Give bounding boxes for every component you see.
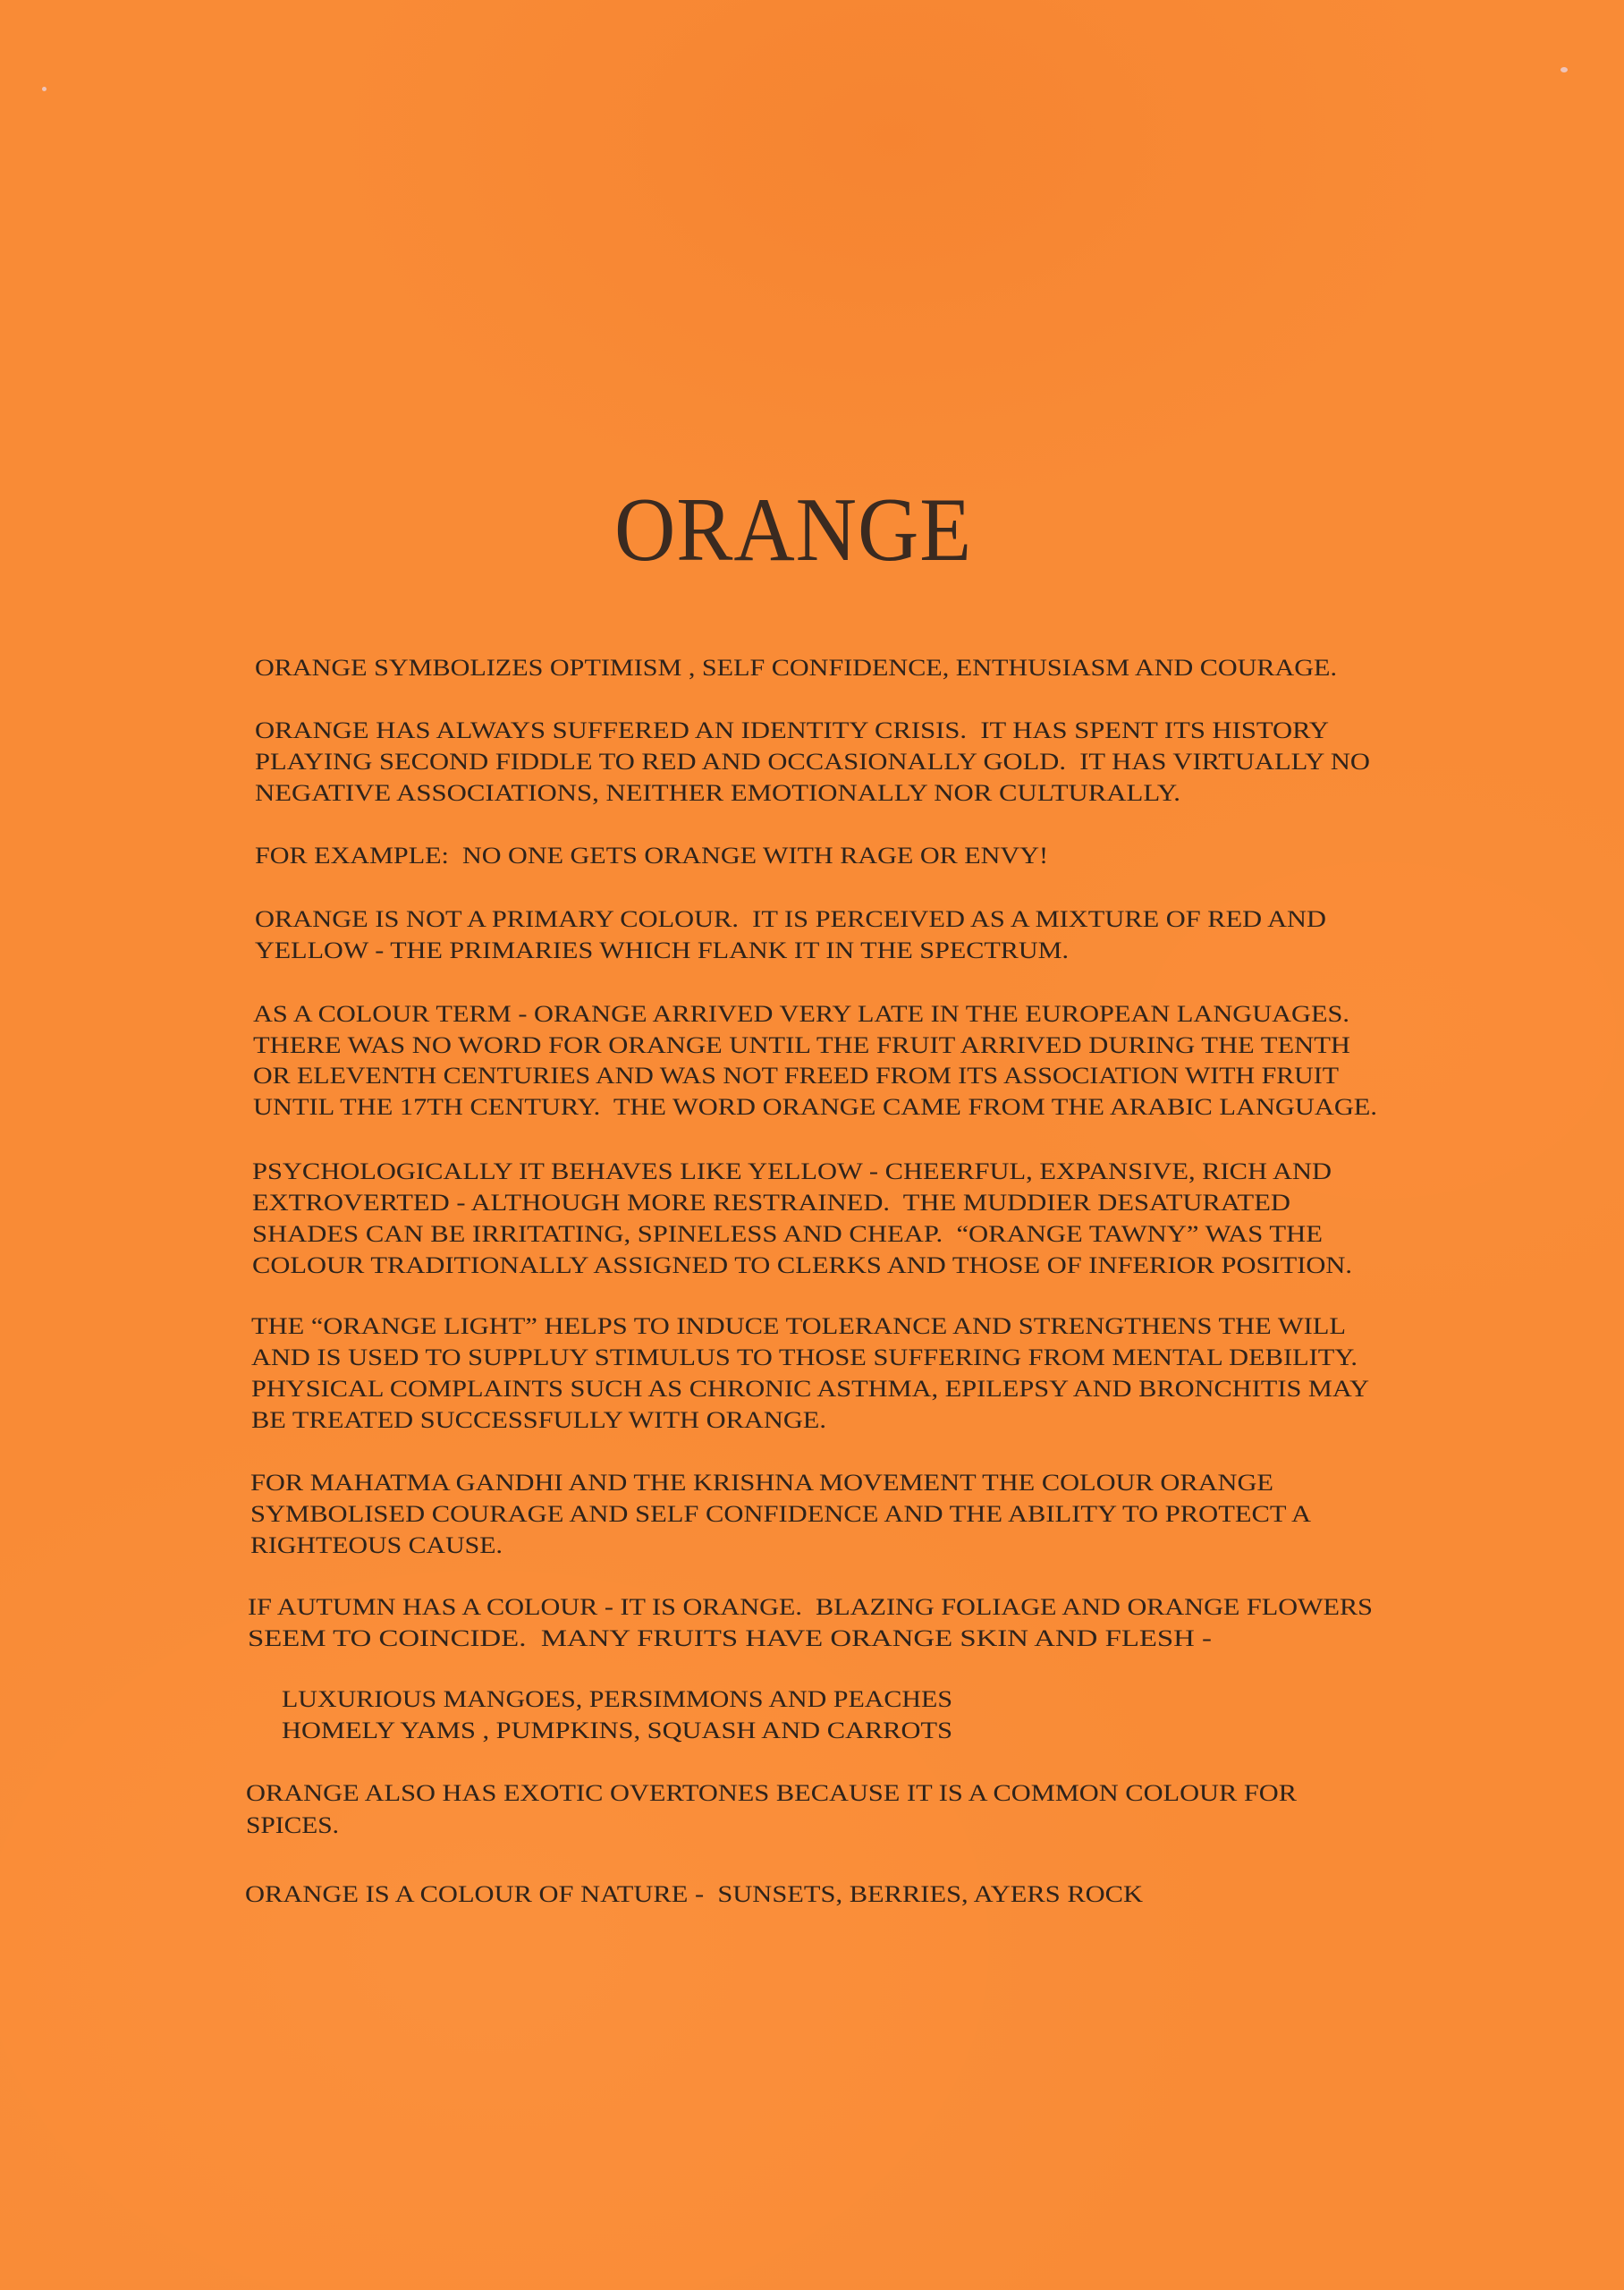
text-line: HOMELY YAMS , PUMPKINS, SQUASH AND CARROTS — [282, 1717, 952, 1743]
text-line: SYMBOLISED COURAGE AND SELF CONFIDENCE AND THE ABILITY TO PROTECT A — [250, 1500, 1311, 1527]
text-line: LUXURIOUS MANGOES, PERSIMMONS AND PEACHES — [282, 1685, 952, 1712]
text-line: SEEM TO COINCIDE. MANY FRUITS HAVE ORANGE SKIN AND FLESH - — [248, 1624, 1212, 1651]
text-line: EXTROVERTED - ALTHOUGH MORE RESTRAINED. THE MUDDIER DESATURATED — [252, 1189, 1290, 1216]
text-line: THE “ORANGE LIGHT” HELPS TO INDUCE TOLERANCE AND STRENGTHENS THE WILL — [251, 1312, 1346, 1339]
text-line: COLOUR TRADITIONALLY ASSIGNED TO CLERKS AND THOSE OF INFERIOR POSITION. — [252, 1251, 1352, 1278]
text-line: YELLOW - THE PRIMARIES WHICH FLANK IT IN THE SPECTRUM. — [255, 937, 1069, 963]
page-title: ORANGE — [614, 479, 972, 581]
text-line: THERE WAS NO WORD FOR ORANGE UNTIL THE FRUIT ARRIVED DURING THE TENTH — [253, 1031, 1350, 1058]
text-line: ORANGE IS A COLOUR OF NATURE - SUNSETS, BERRIES, AYERS ROCK — [245, 1880, 1143, 1907]
text-line: ORANGE IS NOT A PRIMARY COLOUR. IT IS PERCEIVED AS A MIXTURE OF RED AND — [255, 905, 1326, 932]
paper-speck — [42, 87, 47, 91]
text-line: OR ELEVENTH CENTURIES AND WAS NOT FREED FROM ITS ASSOCIATION WITH FRUIT — [253, 1062, 1339, 1089]
text-line: AS A COLOUR TERM - ORANGE ARRIVED VERY LATE IN THE EUROPEAN LANGUAGES. — [253, 1000, 1349, 1027]
text-line: AND IS USED TO SUPPLUY STIMULUS TO THOSE SUFFERING FROM MENTAL DEBILITY. — [251, 1344, 1358, 1370]
text-line: ORANGE ALSO HAS EXOTIC OVERTONES BECAUSE IT IS A COMMON COLOUR FOR — [246, 1779, 1297, 1806]
text-line: ORANGE SYMBOLIZES OPTIMISM , SELF CONFIDENCE, ENTHUSIASM AND COURAGE. — [255, 654, 1337, 681]
text-line: IF AUTUMN HAS A COLOUR - IT IS ORANGE. BLAZING FOLIAGE AND ORANGE FLOWERS — [248, 1593, 1373, 1620]
text-line: NEGATIVE ASSOCIATIONS, NEITHER EMOTIONALLY NOR CULTURALLY. — [255, 779, 1180, 806]
text-line: RIGHTEOUS CAUSE. — [250, 1531, 503, 1558]
text-line: PHYSICAL COMPLAINTS SUCH AS CHRONIC ASTHMA, EPILEPSY AND BRONCHITIS MAY — [251, 1375, 1369, 1402]
text-line: PLAYING SECOND FIDDLE TO RED AND OCCASIONALLY GOLD. IT HAS VIRTUALLY NO — [255, 748, 1370, 775]
paper-speck — [1561, 67, 1568, 72]
text-line: FOR MAHATMA GANDHI AND THE KRISHNA MOVEMENT THE COLOUR ORANGE — [250, 1469, 1273, 1496]
text-line: UNTIL THE 17TH CENTURY. THE WORD ORANGE CAME FROM THE ARABIC LANGUAGE. — [253, 1093, 1377, 1120]
text-line: BE TREATED SUCCESSFULLY WITH ORANGE. — [251, 1406, 826, 1433]
text-line: ORANGE HAS ALWAYS SUFFERED AN IDENTITY CRISIS. IT HAS SPENT ITS HISTORY — [255, 717, 1329, 743]
text-line: SPICES. — [246, 1811, 339, 1838]
text-line: PSYCHOLOGICALLY IT BEHAVES LIKE YELLOW - CHEERFUL, EXPANSIVE, RICH AND — [252, 1158, 1332, 1184]
text-line: SHADES CAN BE IRRITATING, SPINELESS AND CHEAP. “ORANGE TAWNY” WAS THE — [252, 1220, 1323, 1247]
text-line: FOR EXAMPLE: NO ONE GETS ORANGE WITH RAGE OR ENVY! — [255, 842, 1048, 869]
